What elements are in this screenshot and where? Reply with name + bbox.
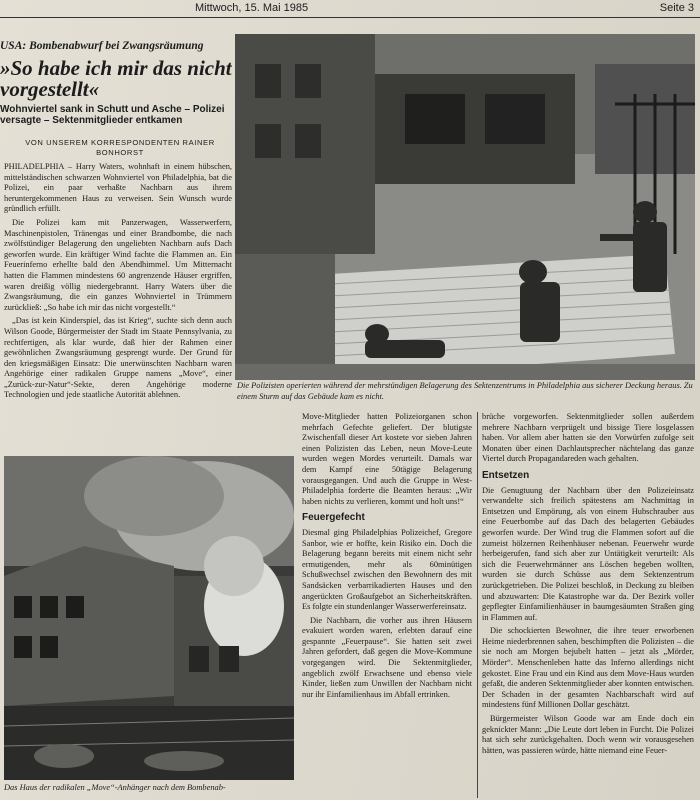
top-photo-caption: Die Polizisten operierten während der mehrstündigen Belagerung des Sektenzentrums in Philadelphia aus sicherer Deckung heraus. Zu einem Sturm auf das Gebäude kam es nicht. bbox=[237, 381, 693, 401]
article-byline: VON UNSEREM KORRESPONDENTEN RAINER BONHORST bbox=[25, 138, 215, 157]
paragraph: Move-Mitglieder hatten Polizeiorganen schon mehrfach Gefechte geliefert. Der blutigste Zwischenfall dieser Art kostete vor sieben Jahren einen Polizisten das Leben, neun Move-Leute wurden wegen Mordes verurteilt. Damals war dem Kampf eine 50tägige Belagerung vorausgegangen. Und auch die Gruppe in West-Philadelphia forderte die Beamten heraus: „Wir haben nichts zu verlieren, kommt und holt uns!“ bbox=[302, 412, 472, 506]
police-siege-photo-image bbox=[235, 34, 695, 380]
paragraph: brüche vorgeworfen. Sektenmitglieder sollen außerdem mehrere Nachbarn verprügelt und bissige Tiere losgelassen haben. Vor allem aber hatten sie den Vorwürfen zufolge seit Monaten über einen Dachlautsprecher nächtelang das ganze Viertel durch Propagandareden wach gehalten. bbox=[482, 412, 694, 464]
right-article-column bbox=[482, 412, 694, 798]
left-article-column bbox=[4, 162, 232, 452]
section-heading-entsetzen: Entsetzen bbox=[482, 469, 530, 481]
header-rule bbox=[0, 17, 700, 18]
paragraph: Diesmal ging Philadelphias Polizeichef, Gregore Sanbor, wie er hoffte, kein Risiko ein. Doch die Belagerung begann bereits mit einem nicht sehr ermutigenden, mehr als 60minütigen Schußwechsel zwischen den Bewohnern des mit Sandsäcken verbarrikadierten Hauses und den angerückten Großaufgebot an Sicherheitskräften. Es folgte ein stundenlanger Wasserwerfereinsatz. bbox=[302, 527, 472, 612]
paragraph: Die Polizei kam mit Panzerwagen, Wasserwerfern, Maschinenpistolen, Tränengas und einer Brandbombe, die nach zwölfstündiger Belagerung den ungeliebten Nachbarn aufs Dach geworfen wurde. Ein kräftiger Wind fachte die Flammen an. Ein Feuerinferno erhellte bald den Abendhimmel. Um Mitternacht hatten die Flammen mindestens 60 angrenzende Häuser ergriffen, waren dreißig völlig niedergebrannt. Harry Waters über die Zwangsräumung, die ein ganzes Wohnviertel in Trümmern zurückließ: „So habe ich mir das nicht vorgestellt.“ bbox=[4, 217, 232, 312]
middle-article-column bbox=[302, 412, 472, 798]
burning-house-photo bbox=[4, 456, 294, 780]
column-divider bbox=[477, 412, 478, 798]
paragraph: Die schockierten Bewohner, die ihre teuer erworbenen Heime niederbrennen sahen, beschimpften die Polizisten – die sie noch am Morgen bejubelt hatten – jetzt als „Mörder, Mörder“. Menschenleben hatte das Inferno allerdings nicht gekostet. Eine Frau und ein Kind aus dem Move-Haus wurden gefaßt, die anderen Sektenmitglieder aber konnten entwischen. Der Schaden in der gesamten Nachbarschaft wird auf mindestens fünf Millionen Dollar geschätzt. bbox=[482, 626, 694, 710]
page-number: Seite 3 bbox=[659, 2, 694, 14]
paragraph: Die Nachbarn, die vorher aus ihren Häusern evakuiert worden waren, erlebten darauf eine gespannte „Feuerpause“. Sie hatten seit zwei Jahren gefordert, daß gegen die Move-Kommune vorgegangen wird. Die Sektenmitglieder, angeblich zwölf Erwachsene und ebenso viele Kinder, ließen zum Unwillen der Nachbarn nicht nur ihr Einfamilienhaus im Abfall ertrinken. bbox=[302, 615, 472, 699]
section-heading-feuergefecht: Feuergefecht bbox=[302, 512, 365, 524]
article-kicker: USA: Bombenabwurf bei Zwangsräumung bbox=[0, 40, 204, 52]
police-siege-photo bbox=[235, 34, 695, 380]
paragraph: Bürgermeister Wilson Goode war am Ende doch ein geknickter Mann: „Die Leute dort leben in Furcht. Die Polizei hat sich sehr zurückgehalten. Doch wenn wir vorausgesehen hätten, was passieren würde, hätte niemand eine Feuer- bbox=[482, 714, 694, 755]
article-subhead: Wohnviertel sank in Schutt und Asche – Polizei versagte – Sektenmitglieder entkamen bbox=[0, 104, 225, 126]
issue-date: Mittwoch, 15. Mai 1985 bbox=[195, 2, 309, 14]
article-headline: »So habe ich mir das nicht vorgestellt« bbox=[0, 56, 232, 101]
paragraph: Die Genugtuung der Nachbarn über den Polizeieinsatz verwandelte sich freilich spätestens am Nachmittag in Entsetzen und Empörung, als von einem Hubschrauber aus eine Feuerbombe auf das Dach des belagerten Gebäudes geworfen wurde. Der Wind trug die Flammen sofort auf die zumeist hölzernen Reihenhäuser nebenan. Feuerwehr wurde herbeigerufen, fand sich aber zur Untätigkeit verurteilt: Als sich die Feuerwehrmänner ans Löschen begeben wollten, wurden sie durch Schüsse aus dem Sektenzentrum zurückgetrieben. Die Polizei beschloß, in Deckung zu bleiben und abzuwarten: Die Katastrophe war da. Der Bezirk voller gepflegter Einfamilienhäuser in baumgesäumten Straßen ging in Flammen auf. bbox=[482, 485, 694, 622]
paragraph: PHILADELPHIA – Harry Waters, wohnhaft in einem hübschen, mittelständischen schwarzen Wohnviertel von Philadelphia, bat die Polizei, ein paar verhaßte Nachbarn aus ihrem heruntergekommenen Haus zu verweisen. Sein Wunsch wurde gründlich erfüllt. bbox=[4, 162, 232, 214]
paragraph: „Das ist kein Kinderspiel, das ist Krieg“, suchte sich denn auch Wilson Goode, Bürgermeister der Stadt im Staate Pennsylvania, zu rechtfertigen, als klar wurde, daß hier der Rahmen einer gewöhnlichen Zwangsräumung gesprengt wurde. Der Grund für den kriegsmäßigen Einsatz: Die unerwünschten Nachbarn waren Angehörige einer radikalen Gruppe namens „Move“, einer „Zurück-zur-Natur“-Sekte, deren Angehörige moderne Technologien und jede staatliche Autorität ablehnen. bbox=[4, 316, 232, 400]
bottom-photo-caption: Das Haus der radikalen „Move“-Anhänger nach dem Bombenab- bbox=[4, 783, 226, 792]
burning-house-photo-image bbox=[4, 456, 294, 780]
